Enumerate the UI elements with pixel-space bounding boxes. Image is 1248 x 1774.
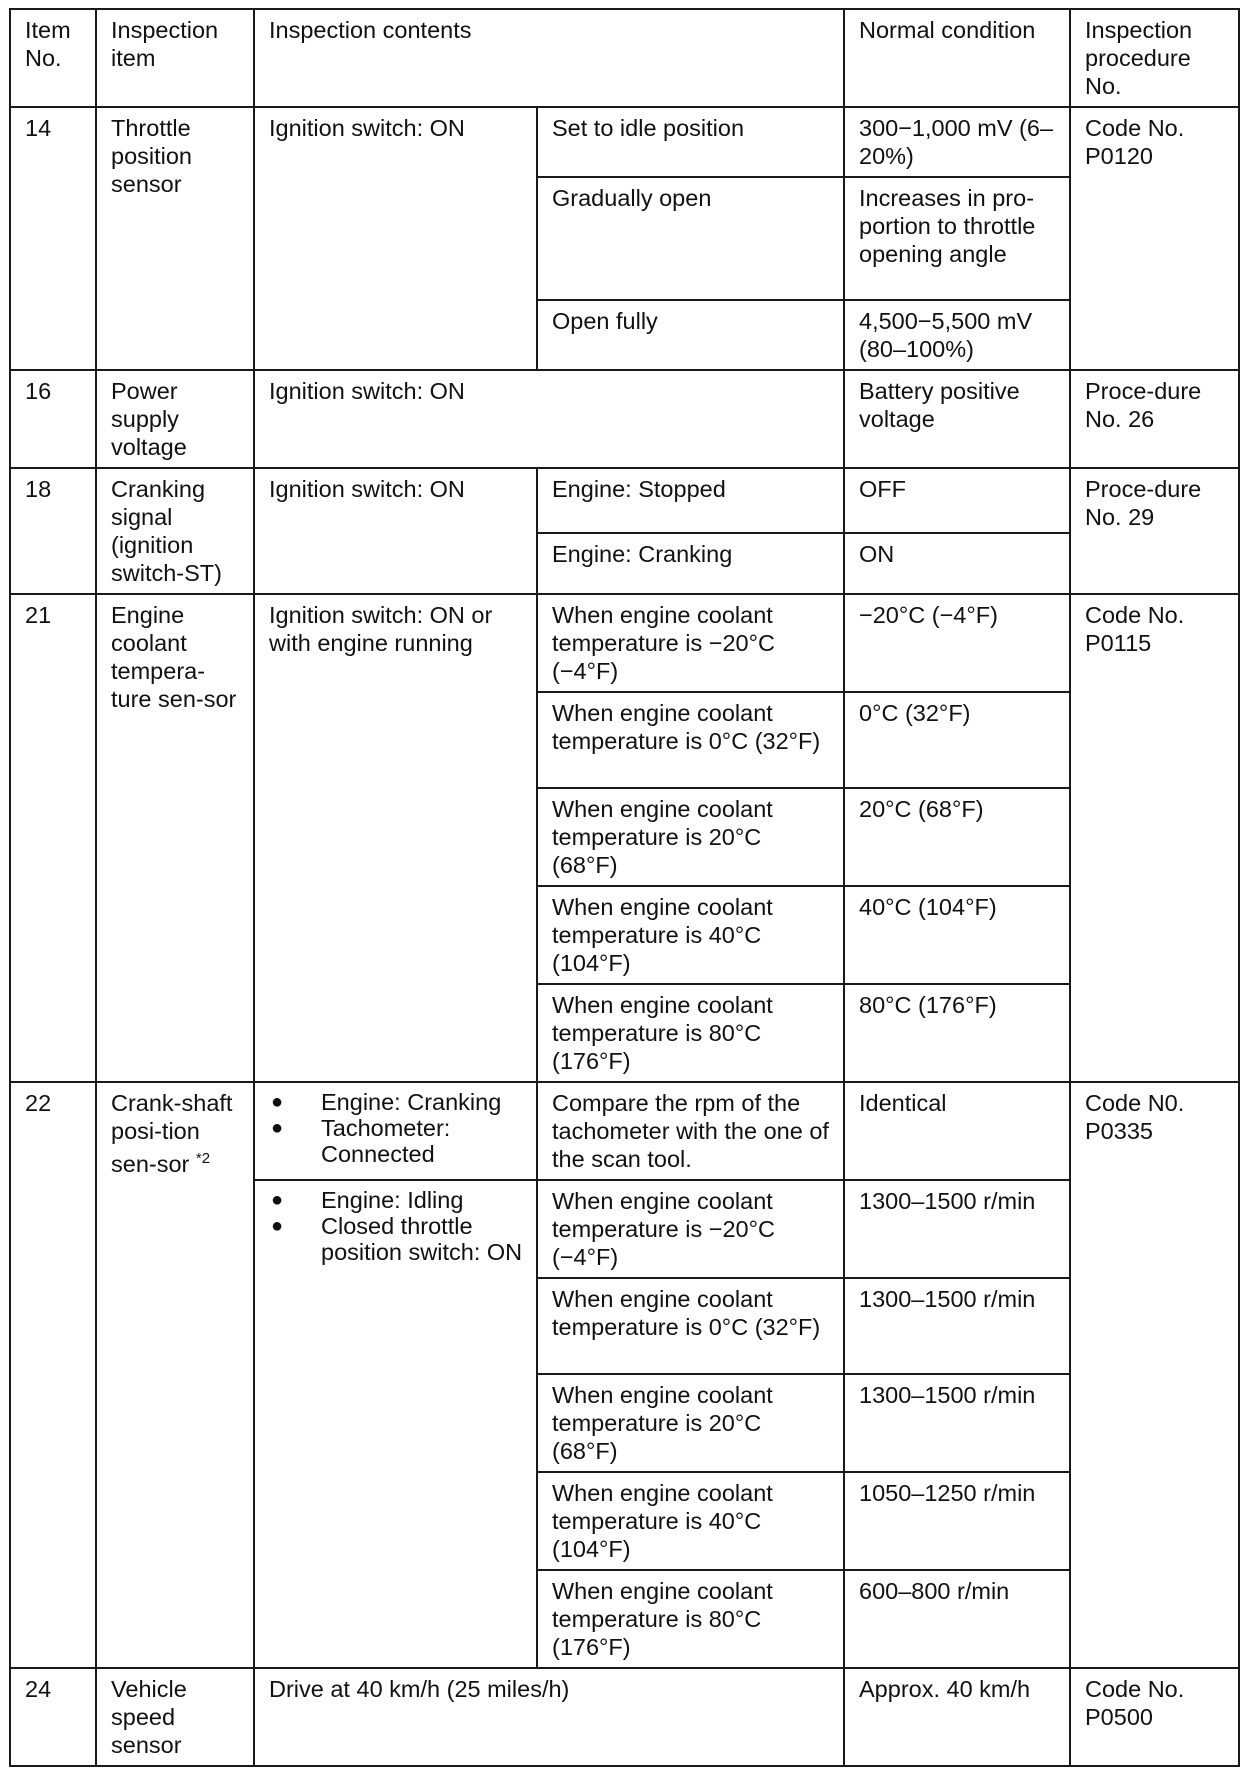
inspection-sub-22-4: When engine coolant temperature is 20°C (68°F) (537, 1374, 844, 1472)
inspection-sub-18-2: Engine: Cranking (537, 533, 844, 594)
item-no-22: 22 (10, 1082, 96, 1668)
inspection-item-22 (96, 1082, 254, 1668)
inspection-item-16: Power supply voltage (96, 370, 254, 468)
list-item: ● Closed throttle position switch: ON (269, 1213, 526, 1265)
inspection-sub-21-4: When engine coolant temperature is 40°C (104°F) (537, 886, 844, 984)
inspection-item-22-text: Crank-shaft posi-tion sen-sor (111, 1090, 233, 1177)
inspection-sub-22-3: When engine coolant temperature is 0°C (32°F) (537, 1278, 844, 1374)
table-row (10, 1668, 1239, 1766)
inspection-sub-22-2: When engine coolant temperature is −20°C (−4°F) (537, 1180, 844, 1278)
normal-condition-21-5: 80°C (176°F) (844, 984, 1070, 1082)
inspection-condition-16: Ignition switch: ON (254, 370, 844, 468)
inspection-sub-21-2: When engine coolant temperature is 0°C (32°F) (537, 692, 844, 788)
normal-condition-21-3: 20°C (68°F) (844, 788, 1070, 886)
footnote-ref: *2 (195, 1150, 211, 1167)
header-item-no: Item No. (10, 9, 96, 107)
normal-condition-14-2: Increases in pro-portion to throttle opening angle (844, 177, 1070, 300)
inspection-sub-22-6: When engine coolant temperature is 80°C (176°F) (537, 1570, 844, 1668)
inspection-condition-14: Ignition switch: ON (254, 107, 537, 370)
procedure-no-22: Code N0. P0335 (1070, 1082, 1239, 1668)
item-no-21: 21 (10, 594, 96, 1082)
normal-condition-22-2: 1300–1500 r/min (844, 1180, 1070, 1278)
item-no-16: 16 (10, 370, 96, 468)
inspection-item-24: Vehicle speed sensor (96, 1668, 254, 1766)
inspection-item-18: Cranking signal (ignition switch-ST) (96, 468, 254, 594)
table-row (10, 1082, 1239, 1180)
procedure-no-16: Proce-dure No. 26 (1070, 370, 1239, 468)
table-row (10, 468, 1239, 533)
normal-condition-18-2: ON (844, 533, 1070, 594)
normal-condition-22-4: 1300–1500 r/min (844, 1374, 1070, 1472)
inspection-condition-22-1 (254, 1082, 537, 1180)
procedure-no-24: Code No. P0500 (1070, 1668, 1239, 1766)
header-inspection-contents: Inspection contents (254, 9, 844, 107)
procedure-no-14: Code No. P0120 (1070, 107, 1239, 370)
list-item: ● Tachometer: Connected (269, 1115, 526, 1167)
normal-condition-22-6: 600–800 r/min (844, 1570, 1070, 1668)
header-inspection-item: Inspection item (96, 9, 254, 107)
list-item: ● Engine: Cranking (269, 1089, 526, 1115)
inspection-table (9, 8, 1240, 1767)
procedure-no-21: Code No. P0115 (1070, 594, 1239, 1082)
inspection-sub-21-5: When engine coolant temperature is 80°C (176°F) (537, 984, 844, 1082)
table-row (10, 370, 1239, 468)
normal-condition-21-2: 0°C (32°F) (844, 692, 1070, 788)
normal-condition-22-3: 1300–1500 r/min (844, 1278, 1070, 1374)
inspection-sub-14-1: Set to idle position (537, 107, 844, 177)
header-procedure-no: Inspection procedure No. (1070, 9, 1239, 107)
item-no-14: 14 (10, 107, 96, 370)
header-normal-condition: Normal condition (844, 9, 1070, 107)
inspection-sub-18-1: Engine: Stopped (537, 468, 844, 533)
inspection-condition-18: Ignition switch: ON (254, 468, 537, 594)
normal-condition-24: Approx. 40 km/h (844, 1668, 1070, 1766)
header-row (10, 9, 1239, 107)
inspection-sub-21-1: When engine coolant temperature is −20°C (−4°F) (537, 594, 844, 692)
normal-condition-16: Battery positive voltage (844, 370, 1070, 468)
inspection-item-21: Engine coolant tempera-ture sen-sor (96, 594, 254, 1082)
normal-condition-22-1: Identical (844, 1082, 1070, 1180)
inspection-condition-24: Drive at 40 km/h (25 miles/h) (254, 1668, 844, 1766)
table-row (10, 594, 1239, 692)
normal-condition-22-5: 1050–1250 r/min (844, 1472, 1070, 1570)
normal-condition-14-1: 300−1,000 mV (6–20%) (844, 107, 1070, 177)
inspection-sub-22-5: When engine coolant temperature is 40°C (104°F) (537, 1472, 844, 1570)
inspection-sub-21-3: When engine coolant temperature is 20°C (68°F) (537, 788, 844, 886)
inspection-item-14: Throttle position sensor (96, 107, 254, 370)
item-no-18: 18 (10, 468, 96, 594)
inspection-sub-22-1: Compare the rpm of the tachometer with the one of the scan tool. (537, 1082, 844, 1180)
item-no-24: 24 (10, 1668, 96, 1766)
normal-condition-21-1: −20°C (−4°F) (844, 594, 1070, 692)
normal-condition-21-4: 40°C (104°F) (844, 886, 1070, 984)
procedure-no-18: Proce-dure No. 29 (1070, 468, 1239, 594)
inspection-sub-14-3: Open fully (537, 300, 844, 370)
table-row (10, 107, 1239, 177)
normal-condition-18-1: OFF (844, 468, 1070, 533)
inspection-condition-22-2 (254, 1180, 537, 1668)
list-item: ● Engine: Idling (269, 1187, 526, 1213)
inspection-sub-14-2: Gradually open (537, 177, 844, 300)
inspection-condition-21: Ignition switch: ON or with engine running (254, 594, 537, 1082)
normal-condition-14-3: 4,500−5,500 mV (80–100%) (844, 300, 1070, 370)
